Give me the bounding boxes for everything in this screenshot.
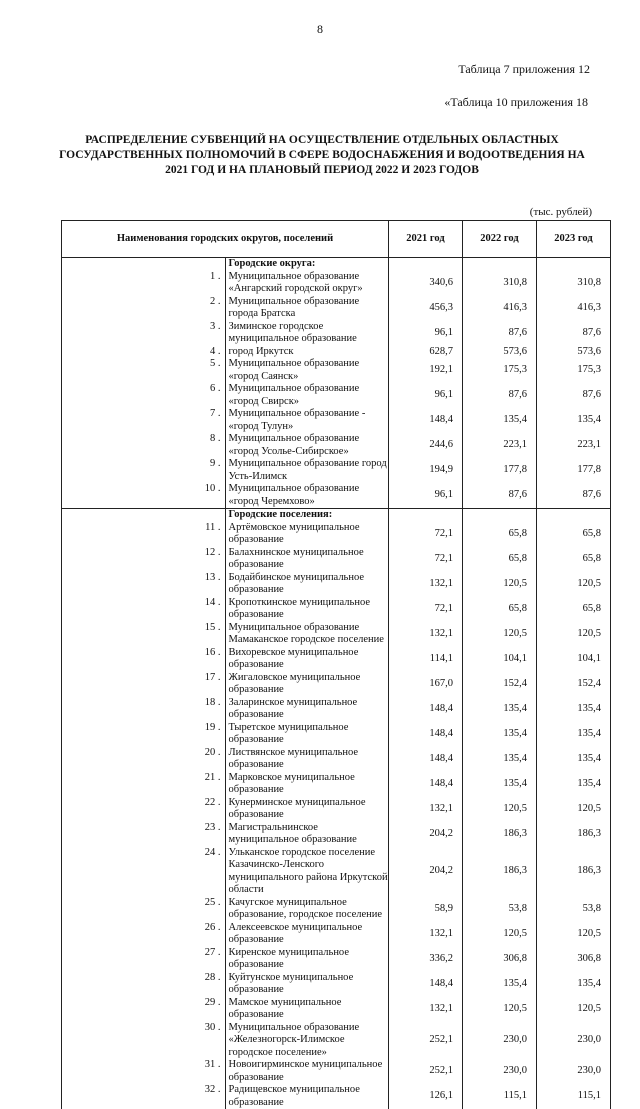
- subsidy-table: [61, 220, 611, 1109]
- value-2023: 115,1: [537, 1084, 611, 1109]
- row-number: 19 .: [62, 722, 226, 747]
- row-number: 17 .: [62, 672, 226, 697]
- section-value-cell: [463, 258, 537, 271]
- units-label: (тыс. рублей): [530, 206, 592, 218]
- table-row: [62, 722, 611, 747]
- value-2023: 120,5: [537, 622, 611, 647]
- table-row: [62, 847, 611, 897]
- row-number: 31 .: [62, 1059, 226, 1084]
- row-name: Качугское муниципальное образование, городское поселение: [225, 897, 389, 922]
- table-row: [62, 1084, 611, 1109]
- value-2021: 192,1: [389, 358, 463, 383]
- row-name: Муниципальное образование Мамаканское городское поселение: [225, 622, 389, 647]
- value-2022: 186,3: [463, 847, 537, 897]
- value-2021: 96,1: [389, 321, 463, 346]
- section-number-cell: [62, 509, 226, 522]
- value-2021: 114,1: [389, 647, 463, 672]
- value-2022: 135,4: [463, 697, 537, 722]
- value-2023: 135,4: [537, 972, 611, 997]
- value-2022: 416,3: [463, 296, 537, 321]
- section-number-cell: [62, 258, 226, 271]
- value-2021: 132,1: [389, 622, 463, 647]
- value-2023: 65,8: [537, 597, 611, 622]
- row-name: Муниципальное образование «город Черемхово»: [225, 483, 389, 509]
- value-2023: 175,3: [537, 358, 611, 383]
- row-name: Артёмовское муниципальное образование: [225, 522, 389, 547]
- table-row: [62, 772, 611, 797]
- row-number: 27 .: [62, 947, 226, 972]
- section-row: [62, 509, 611, 522]
- row-number: 25 .: [62, 897, 226, 922]
- value-2021: 148,4: [389, 772, 463, 797]
- table-row: [62, 1022, 611, 1060]
- row-number: 7 .: [62, 408, 226, 433]
- row-number: 18 .: [62, 697, 226, 722]
- value-2022: 65,8: [463, 547, 537, 572]
- row-name: Муниципальное образование город Усть-Илимск: [225, 458, 389, 483]
- value-2023: 87,6: [537, 383, 611, 408]
- value-2021: 96,1: [389, 483, 463, 509]
- value-2023: 120,5: [537, 797, 611, 822]
- value-2022: 65,8: [463, 597, 537, 622]
- row-name: Тыретское муниципальное образование: [225, 722, 389, 747]
- value-2021: 148,4: [389, 972, 463, 997]
- value-2021: 132,1: [389, 997, 463, 1022]
- header-2021: 2021 год: [389, 221, 463, 258]
- row-number: 4 .: [62, 346, 226, 359]
- table-header-row: [62, 221, 611, 258]
- row-name: Бодайбинское муниципальное образование: [225, 572, 389, 597]
- row-number: 20 .: [62, 747, 226, 772]
- value-2023: 120,5: [537, 922, 611, 947]
- row-name: Мамское муниципальное образование: [225, 997, 389, 1022]
- value-2021: 132,1: [389, 572, 463, 597]
- value-2023: 230,0: [537, 1022, 611, 1060]
- section-row: [62, 258, 611, 271]
- value-2021: 72,1: [389, 597, 463, 622]
- table-row: [62, 522, 611, 547]
- row-number: 1 .: [62, 271, 226, 296]
- value-2023: 186,3: [537, 847, 611, 897]
- row-number: 12 .: [62, 547, 226, 572]
- value-2022: 120,5: [463, 572, 537, 597]
- table-row: [62, 296, 611, 321]
- table-row: [62, 271, 611, 296]
- section-value-cell: [537, 509, 611, 522]
- row-name: Кунерминское муниципальное образование: [225, 797, 389, 822]
- value-2022: 135,4: [463, 972, 537, 997]
- table-row: [62, 597, 611, 622]
- value-2023: 87,6: [537, 483, 611, 509]
- row-name: Новоигирминское муниципальное образование: [225, 1059, 389, 1084]
- row-name: Кропоткинское муниципальное образование: [225, 597, 389, 622]
- table-row: [62, 572, 611, 597]
- value-2022: 87,6: [463, 383, 537, 408]
- value-2021: 244,6: [389, 433, 463, 458]
- value-2022: 115,1: [463, 1084, 537, 1109]
- row-number: 9 .: [62, 458, 226, 483]
- table-row: [62, 458, 611, 483]
- value-2021: 72,1: [389, 547, 463, 572]
- table-reference-1: Таблица 7 приложения 12: [458, 62, 590, 77]
- value-2021: 167,0: [389, 672, 463, 697]
- value-2022: 135,4: [463, 747, 537, 772]
- row-name: Листвянское муниципальное образование: [225, 747, 389, 772]
- table-row: [62, 672, 611, 697]
- value-2022: 135,4: [463, 408, 537, 433]
- value-2023: 135,4: [537, 697, 611, 722]
- value-2023: 177,8: [537, 458, 611, 483]
- section-title: Городские округа:: [225, 258, 389, 271]
- value-2021: 456,3: [389, 296, 463, 321]
- row-number: 2 .: [62, 296, 226, 321]
- row-number: 5 .: [62, 358, 226, 383]
- table-row: [62, 822, 611, 847]
- row-name: Муниципальное образование города Братска: [225, 296, 389, 321]
- row-name: Марковское муниципальное образование: [225, 772, 389, 797]
- row-name: Вихоревское муниципальное образование: [225, 647, 389, 672]
- value-2022: 65,8: [463, 522, 537, 547]
- value-2022: 120,5: [463, 622, 537, 647]
- value-2023: 135,4: [537, 408, 611, 433]
- row-name: Алексеевское муниципальное образование: [225, 922, 389, 947]
- row-number: 14 .: [62, 597, 226, 622]
- row-name: Заларинское муниципальное образование: [225, 697, 389, 722]
- row-number: 11 .: [62, 522, 226, 547]
- row-number: 6 .: [62, 383, 226, 408]
- value-2021: 132,1: [389, 922, 463, 947]
- header-name: Наименования городских округов, поселений: [62, 221, 389, 258]
- value-2021: 132,1: [389, 797, 463, 822]
- row-name: Муниципальное образование «Железногорск-Илимское городское поселение»: [225, 1022, 389, 1060]
- row-name: Муниципальное образование «город Саянск»: [225, 358, 389, 383]
- table-row: [62, 897, 611, 922]
- row-number: 23 .: [62, 822, 226, 847]
- row-name: Жигаловское муниципальное образование: [225, 672, 389, 697]
- document-title: [52, 133, 592, 178]
- value-2021: 148,4: [389, 747, 463, 772]
- table-row: [62, 922, 611, 947]
- table-reference-2: «Таблица 10 приложения 18: [444, 95, 588, 110]
- value-2022: 120,5: [463, 997, 537, 1022]
- value-2022: 177,8: [463, 458, 537, 483]
- table-row: [62, 1059, 611, 1084]
- table-row: [62, 408, 611, 433]
- table-row: [62, 433, 611, 458]
- row-name: Муниципальное образование - «город Тулун»: [225, 408, 389, 433]
- row-name: Балахнинское муниципальное образование: [225, 547, 389, 572]
- value-2021: 204,2: [389, 847, 463, 897]
- value-2023: 135,4: [537, 747, 611, 772]
- value-2023: 53,8: [537, 897, 611, 922]
- table-row: [62, 997, 611, 1022]
- page-number: 8: [0, 22, 640, 37]
- title-line: РАСПРЕДЕЛЕНИЕ СУБВЕНЦИЙ НА ОСУЩЕСТВЛЕНИЕ ОТДЕЛЬНЫХ ОБЛАСТНЫХ: [52, 133, 592, 148]
- value-2023: 310,8: [537, 271, 611, 296]
- row-number: 8 .: [62, 433, 226, 458]
- value-2021: 126,1: [389, 1084, 463, 1109]
- row-name: Зиминское городское муниципальное образование: [225, 321, 389, 346]
- value-2023: 65,8: [537, 547, 611, 572]
- value-2022: 152,4: [463, 672, 537, 697]
- value-2023: 230,0: [537, 1059, 611, 1084]
- value-2022: 223,1: [463, 433, 537, 458]
- value-2021: 252,1: [389, 1022, 463, 1060]
- section-value-cell: [463, 509, 537, 522]
- value-2022: 120,5: [463, 797, 537, 822]
- value-2021: 148,4: [389, 722, 463, 747]
- table-row: [62, 483, 611, 509]
- title-line: 2021 ГОД И НА ПЛАНОВЫЙ ПЕРИОД 2022 И 2023 ГОДОВ: [52, 163, 592, 178]
- value-2022: 135,4: [463, 722, 537, 747]
- row-number: 3 .: [62, 321, 226, 346]
- header-2022: 2022 год: [463, 221, 537, 258]
- value-2022: 230,0: [463, 1022, 537, 1060]
- row-name: Куйтунское муниципальное образование: [225, 972, 389, 997]
- value-2023: 186,3: [537, 822, 611, 847]
- value-2021: 148,4: [389, 408, 463, 433]
- section-value-cell: [389, 258, 463, 271]
- value-2023: 65,8: [537, 522, 611, 547]
- row-name: Магистральнинское муниципальное образование: [225, 822, 389, 847]
- table-row: [62, 797, 611, 822]
- row-number: 30 .: [62, 1022, 226, 1060]
- value-2023: 573,6: [537, 346, 611, 359]
- row-number: 22 .: [62, 797, 226, 822]
- value-2023: 104,1: [537, 647, 611, 672]
- row-name: Ульканское городское поселение Казачинско-Ленского муниципального района Иркутской области: [225, 847, 389, 897]
- row-number: 28 .: [62, 972, 226, 997]
- value-2023: 120,5: [537, 997, 611, 1022]
- value-2021: 336,2: [389, 947, 463, 972]
- row-number: 32 .: [62, 1084, 226, 1109]
- value-2023: 416,3: [537, 296, 611, 321]
- table-row: [62, 697, 611, 722]
- value-2023: 306,8: [537, 947, 611, 972]
- table-row: [62, 321, 611, 346]
- row-number: 16 .: [62, 647, 226, 672]
- row-number: 10 .: [62, 483, 226, 509]
- value-2021: 194,9: [389, 458, 463, 483]
- value-2021: 148,4: [389, 697, 463, 722]
- value-2023: 135,4: [537, 772, 611, 797]
- value-2022: 120,5: [463, 922, 537, 947]
- value-2022: 306,8: [463, 947, 537, 972]
- section-title: Городские поселения:: [225, 509, 389, 522]
- table-body: [62, 258, 611, 1109]
- value-2022: 53,8: [463, 897, 537, 922]
- value-2021: 96,1: [389, 383, 463, 408]
- table-row: [62, 647, 611, 672]
- row-name: Муниципальное образование «Ангарский городской округ»: [225, 271, 389, 296]
- value-2022: 135,4: [463, 772, 537, 797]
- table-row: [62, 972, 611, 997]
- table-row: [62, 358, 611, 383]
- value-2023: 135,4: [537, 722, 611, 747]
- table-row: [62, 547, 611, 572]
- value-2021: 252,1: [389, 1059, 463, 1084]
- row-number: 24 .: [62, 847, 226, 897]
- value-2023: 87,6: [537, 321, 611, 346]
- row-name: Муниципальное образование «город Усолье-Сибирское»: [225, 433, 389, 458]
- value-2021: 628,7: [389, 346, 463, 359]
- value-2023: 120,5: [537, 572, 611, 597]
- section-value-cell: [389, 509, 463, 522]
- row-name: Киренское муниципальное образование: [225, 947, 389, 972]
- value-2021: 340,6: [389, 271, 463, 296]
- table-row: [62, 346, 611, 359]
- row-name: Радищевское муниципальное образование: [225, 1084, 389, 1109]
- header-2023: 2023 год: [537, 221, 611, 258]
- row-number: 13 .: [62, 572, 226, 597]
- value-2022: 175,3: [463, 358, 537, 383]
- table-row: [62, 383, 611, 408]
- value-2023: 223,1: [537, 433, 611, 458]
- row-number: 29 .: [62, 997, 226, 1022]
- value-2022: 87,6: [463, 483, 537, 509]
- value-2022: 104,1: [463, 647, 537, 672]
- value-2022: 186,3: [463, 822, 537, 847]
- title-line: ГОСУДАРСТВЕННЫХ ПОЛНОМОЧИЙ В СФЕРЕ ВОДОСНАБЖЕНИЯ И ВОДООТВЕДЕНИЯ НА: [52, 148, 592, 163]
- row-name: город Иркутск: [225, 346, 389, 359]
- row-name: Муниципальное образование «город Свирск»: [225, 383, 389, 408]
- value-2022: 573,6: [463, 346, 537, 359]
- row-number: 26 .: [62, 922, 226, 947]
- value-2021: 72,1: [389, 522, 463, 547]
- table-row: [62, 947, 611, 972]
- value-2022: 87,6: [463, 321, 537, 346]
- value-2023: 152,4: [537, 672, 611, 697]
- row-number: 21 .: [62, 772, 226, 797]
- table-row: [62, 622, 611, 647]
- value-2021: 58,9: [389, 897, 463, 922]
- row-number: 15 .: [62, 622, 226, 647]
- table-row: [62, 747, 611, 772]
- value-2022: 310,8: [463, 271, 537, 296]
- value-2022: 230,0: [463, 1059, 537, 1084]
- section-value-cell: [537, 258, 611, 271]
- value-2021: 204,2: [389, 822, 463, 847]
